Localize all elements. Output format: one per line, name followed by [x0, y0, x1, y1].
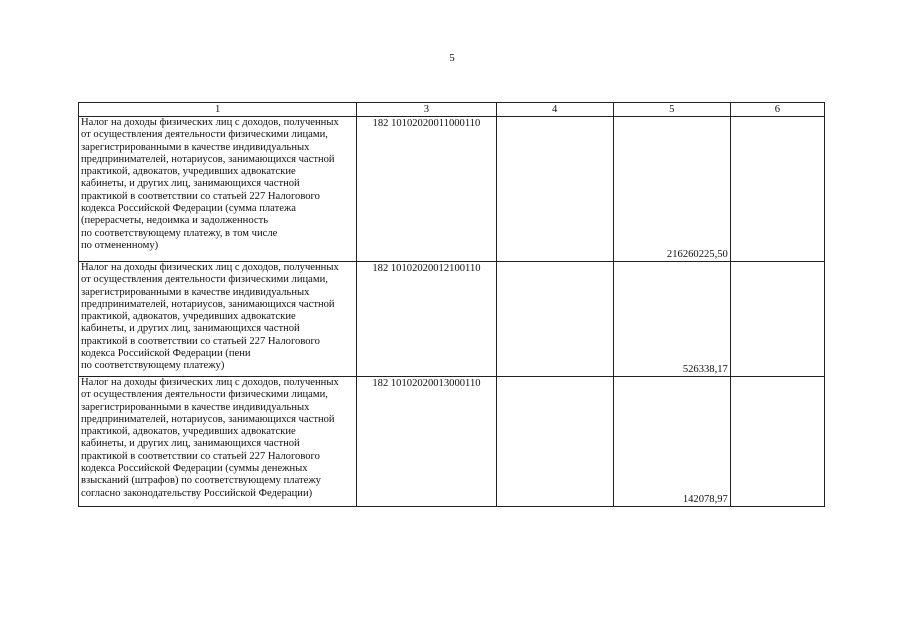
description-line: практикой в соответствии со статьей 227 Налогового: [81, 190, 320, 202]
column-4-cell: [496, 377, 613, 507]
description-line: от осуществления деятельности физическими лицами,: [81, 274, 328, 286]
description-line: по соответствующему платежу): [81, 360, 225, 372]
description-line: кодекса Российской Федерации (пени: [81, 348, 251, 360]
description-line: Налог на доходы физических лиц с доходов, полученных: [81, 117, 339, 128]
description-line: по соответствующему платежу, в том числе: [81, 227, 278, 239]
column-header-6: 6: [730, 103, 824, 117]
description-line: практикой в соответствии со статьей 227 Налогового: [81, 335, 320, 347]
row-description: [79, 377, 357, 507]
description-line: зарегистрированными в качестве индивидуальных: [81, 286, 310, 298]
amount-cell: 142078,97: [613, 377, 730, 507]
column-4-cell: [496, 117, 613, 262]
description-line: кабинеты, и других лиц, занимающихся частной: [81, 323, 300, 335]
description-line: предпринимателей, нотариусов, занимающихся частной: [81, 153, 335, 165]
table-row: [79, 262, 825, 377]
row-description: [79, 262, 357, 377]
description-line: согласно законодательству Российской Федерации): [81, 487, 313, 499]
budget-classification-code: 182 10102020013000110: [357, 377, 496, 507]
budget-classification-code: 182 10102020012100110: [357, 262, 496, 377]
column-6-cell: [730, 262, 824, 377]
column-header-5: 5: [613, 103, 730, 117]
description-line: практикой, адвокатов, учредивших адвокатские: [81, 166, 296, 178]
description-line: зарегистрированными в качестве индивидуальных: [81, 141, 310, 153]
column-header-4: 4: [496, 103, 613, 117]
description-line: кодекса Российской Федерации (суммы денежных: [81, 463, 308, 475]
description-line: взысканий (штрафов) по соответствующему платежу: [81, 475, 321, 487]
table-header-row: [79, 103, 825, 117]
amount-cell: 526338,17: [613, 262, 730, 377]
budget-revenue-table: [78, 102, 825, 507]
description-line: Налог на доходы физических лиц с доходов, полученных: [81, 262, 339, 273]
column-6-cell: [730, 117, 824, 262]
description-line: Налог на доходы физических лиц с доходов, полученных: [81, 377, 339, 388]
page-number: 5: [449, 52, 455, 64]
description-line: практикой в соответствии со статьей 227 Налогового: [81, 450, 320, 462]
description-line: по отмененному): [81, 239, 159, 251]
description-line: кабинеты, и других лиц, занимающихся частной: [81, 178, 300, 190]
description-line: (перерасчеты, недоимка и задолженность: [81, 215, 269, 227]
budget-classification-code: 182 10102020011000110: [357, 117, 496, 262]
description-line: зарегистрированными в качестве индивидуальных: [81, 401, 310, 413]
description-line: от осуществления деятельности физическими лицами,: [81, 129, 328, 141]
column-header-3: 3: [357, 103, 496, 117]
description-line: практикой, адвокатов, учредивших адвокатские: [81, 426, 296, 438]
row-description: [79, 117, 357, 262]
table-row: [79, 377, 825, 507]
description-line: предпринимателей, нотариусов, занимающихся частной: [81, 413, 335, 425]
description-line: кодекса Российской Федерации (сумма платежа: [81, 203, 296, 215]
amount-cell: 216260225,50: [613, 117, 730, 262]
description-line: практикой, адвокатов, учредивших адвокатские: [81, 311, 296, 323]
description-line: кабинеты, и других лиц, занимающихся частной: [81, 438, 300, 450]
table-row: [79, 117, 825, 262]
column-6-cell: [730, 377, 824, 507]
description-line: от осуществления деятельности физическими лицами,: [81, 389, 328, 401]
column-4-cell: [496, 262, 613, 377]
description-line: предпринимателей, нотариусов, занимающихся частной: [81, 298, 335, 310]
column-header-1: 1: [79, 103, 357, 117]
